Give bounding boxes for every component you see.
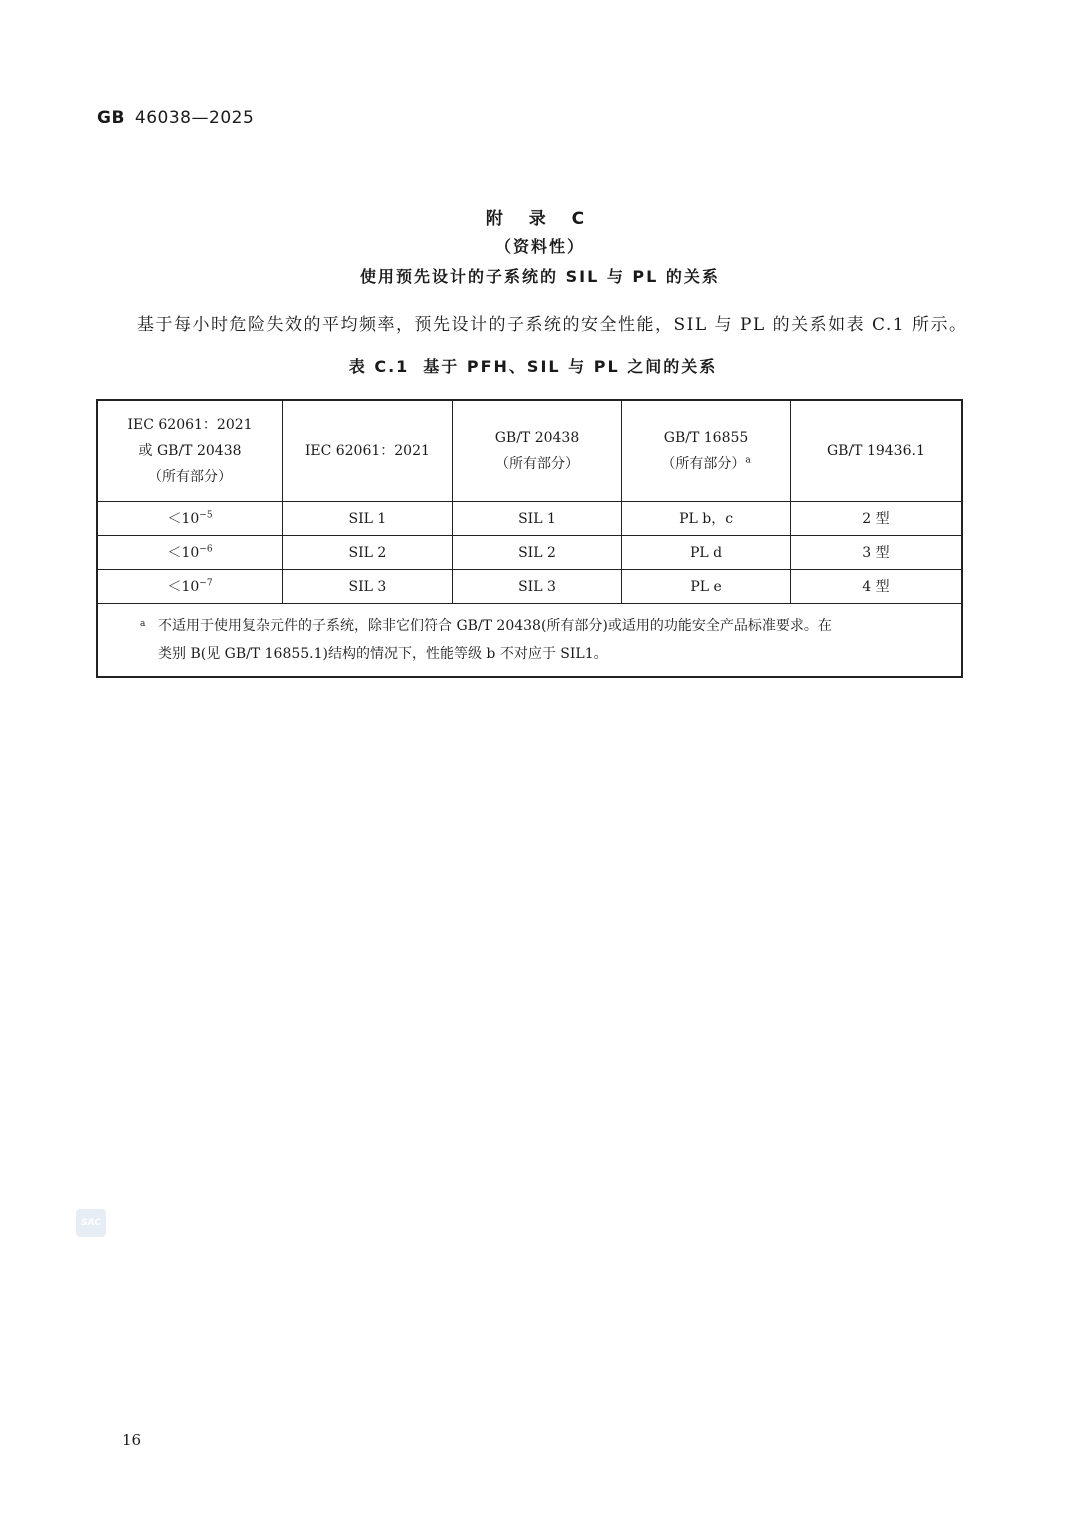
header-cell-gb16855: GB/T 16855 （所有部分）$^a$ bbox=[622, 400, 791, 502]
table-cell: SIL 1 bbox=[283, 502, 453, 536]
table-cell: SIL 1 bbox=[452, 502, 622, 536]
annex-title: 附 录 C bbox=[485, 209, 595, 229]
header-cell-iec: IEC 62061：2021 bbox=[283, 400, 453, 502]
footnote-marker: a bbox=[745, 455, 751, 466]
document-header bbox=[97, 108, 254, 128]
table-footnote bbox=[97, 604, 962, 678]
sac-watermark-logo: SAC bbox=[76, 1209, 106, 1237]
table-footnote-row bbox=[97, 604, 962, 678]
relationship-table bbox=[96, 399, 963, 678]
page-number: 16 bbox=[122, 1431, 142, 1449]
table-cell: SIL 3 bbox=[452, 570, 622, 604]
table-cell: $<10^{-7}$ bbox=[97, 570, 283, 604]
table-cell: PL b，c bbox=[622, 502, 791, 536]
header-cell-gb20438: GB/T 20438 （所有部分） bbox=[452, 400, 622, 502]
footnote-mark: a bbox=[140, 619, 146, 629]
table-cell: SIL 2 bbox=[283, 536, 453, 570]
table-row bbox=[97, 536, 962, 570]
table-header-row bbox=[97, 400, 962, 502]
table-cell: 4 型 bbox=[790, 570, 962, 604]
table-cell: $<10^{-6}$ bbox=[97, 536, 283, 570]
table-row bbox=[97, 570, 962, 604]
table-caption bbox=[0, 354, 1080, 377]
table-cell: 2 型 bbox=[790, 502, 962, 536]
table-caption-number: 表 C.1 bbox=[348, 357, 410, 376]
footnote-line-1: 不适用于使用复杂元件的子系统，除非它们符合 GB/T 20438(所有部分)或适用的功能安全产品标准要求。在 bbox=[158, 618, 832, 634]
annex-subtitle: 使用预先设计的子系统的 SIL 与 PL 的关系 bbox=[360, 267, 720, 286]
table-caption-text: 基于 PFH、SIL 与 PL 之间的关系 bbox=[423, 357, 718, 376]
annex-nature: （资料性） bbox=[494, 237, 585, 256]
table-cell: SIL 2 bbox=[452, 536, 622, 570]
standard-prefix: GB bbox=[97, 108, 125, 128]
table-cell: $<10^{-5}$ bbox=[97, 502, 283, 536]
table-cell: SIL 3 bbox=[283, 570, 453, 604]
header-cell-pfh: IEC 62061：2021 或 GB/T 20438 （所有部分） bbox=[97, 400, 283, 502]
footnote-line-2: 类别 B(见 GB/T 16855.1)结构的情况下，性能等级 b 不对应于 SIL1。 bbox=[158, 646, 608, 662]
header-cell-gb19436: GB/T 19436.1 bbox=[790, 400, 962, 502]
table-row bbox=[97, 502, 962, 536]
intro-paragraph: 基于每小时危险失效的平均频率，预先设计的子系统的安全性能，SIL 与 PL 的关系如表 C.1 所示。 bbox=[137, 315, 968, 335]
table-cell: 3 型 bbox=[790, 536, 962, 570]
table-cell: PL e bbox=[622, 570, 791, 604]
table-cell: PL d bbox=[622, 536, 791, 570]
standard-number: 46038—2025 bbox=[134, 108, 255, 128]
